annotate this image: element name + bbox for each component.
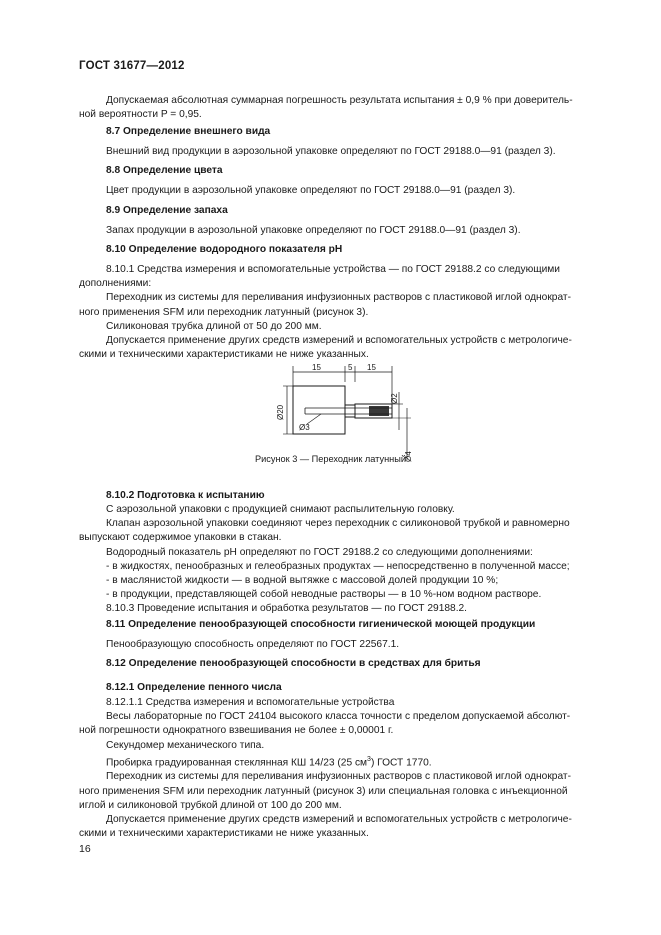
text-line: Допускается применение других средств измерений и вспомогательных устройств с метрологиче- — [106, 814, 572, 826]
section-8-11-text: Пенообразующую способность определяют по ГОСТ 22567.1. — [106, 639, 400, 650]
text-line: Силиконовая трубка длиной от 50 до 200 мм. — [106, 320, 322, 332]
text-line: ной погрешности однократного взвешивания не более ± 0,00001 г. — [79, 725, 394, 737]
text-line: скими и техническими характеристиками не ниже указанных. — [79, 349, 369, 361]
dim-diameter-4: Ø4 — [404, 451, 413, 462]
figure-caption: Рисунок 3 — Переходник латунный — [255, 454, 406, 464]
dim-diameter-2: Ø2 — [390, 393, 399, 404]
text-span: Пробирка градуированная стеклянная КШ 14/23 (25 см — [106, 757, 368, 769]
section-8-12-title: 8.12 Определение пенообразующей способности в средствах для бритья — [106, 658, 481, 669]
list-item: - в маслянистой жидкости — в водной вытяжке с массовой долей продукции 10 %; — [106, 575, 499, 587]
text-line: 8.12.1.1 Средства измерения и вспомогательные устройства — [106, 697, 395, 708]
dim-diameter-3: Ø3 — [299, 423, 310, 432]
section-8-12-1-1-body — [79, 696, 615, 841]
text-span: ) ГОСТ 1770. — [370, 757, 432, 769]
dim-15-right: 15 — [367, 363, 376, 372]
text-line: Допускаемая абсолютная суммарная погрешность результата испытания ± 0,9 % при доверитель- — [106, 95, 573, 106]
section-8-9-text: Запах продукции в аэрозольной упаковке определяют по ГОСТ 29188.0—91 (раздел 3). — [106, 225, 521, 236]
list-item: - в жидкостях, пенообразных и гелеобразных продуктах — непосредственно в полученной массе; — [106, 560, 570, 572]
section-8-10-2-body — [79, 503, 615, 617]
section-8-10-2-title: 8.10.2 Подготовка к испытанию — [106, 490, 265, 501]
text-line: скими и техническими характеристиками не ниже указанных. — [79, 828, 369, 840]
section-8-11-title: 8.11 Определение пенообразующей способности гигиенической моющей продукции — [106, 619, 536, 630]
text-line: иглой и силиконовой трубкой длиной от 100 до 200 мм. — [79, 799, 342, 811]
text-line — [79, 753, 615, 771]
text-line: ного применения SFM или переходник латунный (рисунок 3). — [79, 306, 369, 318]
paragraph-tolerance — [79, 94, 615, 122]
text-line: выпускают содержимое упаковки в стакан. — [79, 532, 282, 544]
document-header: ГОСТ 31677—2012 — [79, 60, 185, 72]
adapter-thread — [369, 406, 389, 416]
text-line: Секундомер механического типа. — [106, 739, 265, 751]
dim-diameter-20: Ø20 — [276, 404, 285, 420]
section-8-10-title: 8.10 Определение водородного показателя pH — [106, 244, 343, 255]
dim-5: 5 — [348, 363, 353, 372]
text-line: Переходник из системы для переливания инфузионных растворов с пластиковой иглой однократ- — [106, 292, 571, 304]
page-number: 16 — [79, 843, 91, 855]
section-8-9-title: 8.9 Определение запаха — [106, 205, 228, 216]
section-8-10-3-text: 8.10.3 Проведение испытания и обработка результатов — по ГОСТ 29188.2. — [106, 603, 468, 615]
text-line: Водородный показатель pH определяют по ГОСТ 29188.2 со следующими дополнениями: — [106, 546, 533, 558]
text-line: Клапан аэрозольной упаковки соединяют через переходник с силиконовой трубкой и равномерно — [106, 518, 570, 530]
dim-15-left: 15 — [312, 363, 321, 372]
section-8-10-1-body — [79, 263, 615, 362]
text-line: 8.10.1 Средства измерения и вспомогательные устройства — по ГОСТ 29188.2 со следующими — [106, 264, 560, 275]
text-line: ного применения SFM или переходник латунный (рисунок 3) или специальная головка с инъекционной — [79, 785, 568, 797]
adapter-neck — [345, 405, 355, 417]
text-line: С аэрозольной упаковки с продукцией снимают распылительную головку. — [106, 504, 455, 515]
section-8-12-1-title: 8.12.1 Определение пенного числа — [106, 682, 282, 693]
text-line: дополнениями: — [79, 278, 152, 290]
text-line: Весы лабораторные по ГОСТ 24104 высокого класса точности с пределом допускаемой абсолют- — [106, 711, 571, 723]
section-8-8-text: Цвет продукции в аэрозольной упаковке определяют по ГОСТ 29188.0—91 (раздел 3). — [106, 185, 516, 196]
section-8-7-text: Внешний вид продукции в аэрозольной упаковке определяют по ГОСТ 29188.0—91 (раздел 3). — [106, 146, 556, 157]
section-8-7-title: 8.7 Определение внешнего вида — [106, 126, 271, 137]
section-8-8-title: 8.8 Определение цвета — [106, 165, 223, 176]
list-item: - в продукции, представляющей собой неводные растворы — в 10 %-ном водном растворе. — [106, 589, 542, 601]
text-line: ной вероятности P = 0,95. — [79, 109, 202, 121]
text-line: Допускается применение других средств измерений и вспомогательных устройств с метрологиче- — [106, 335, 572, 347]
superscript: 3 — [367, 755, 371, 763]
text-line: Переходник из системы для переливания инфузионных растворов с пластиковой иглой однократ- — [106, 771, 571, 783]
